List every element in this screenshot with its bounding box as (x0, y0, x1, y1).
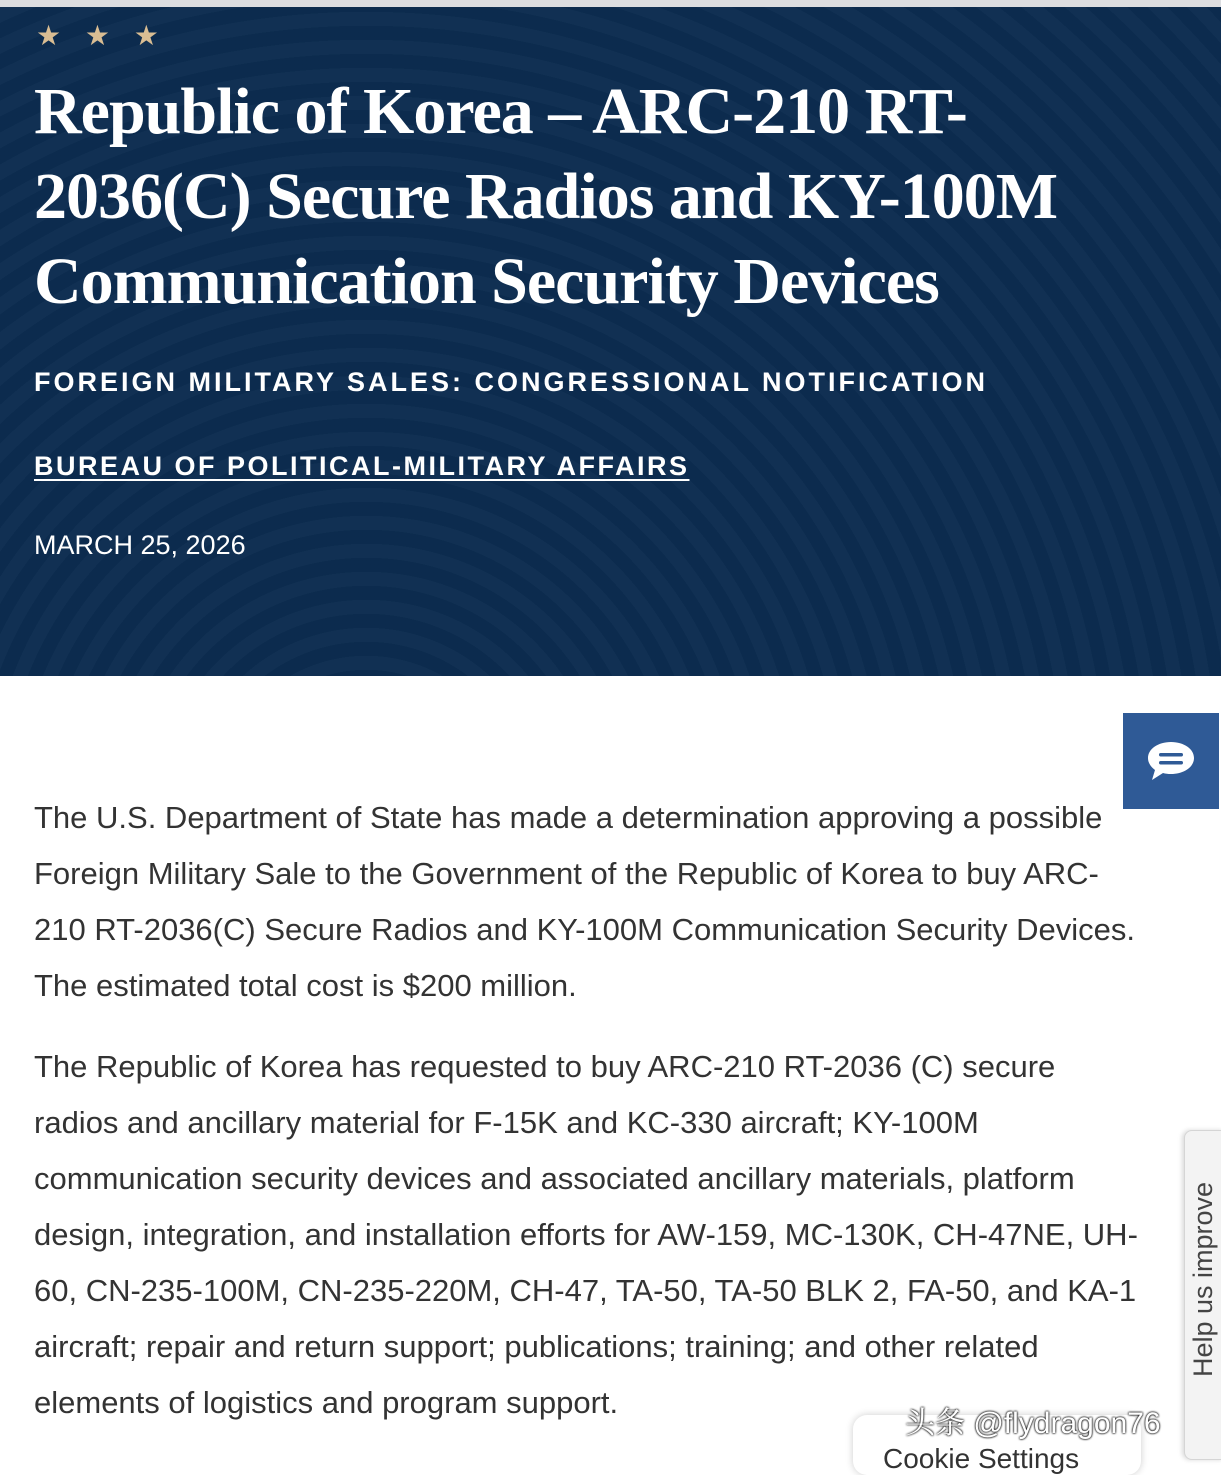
watermark: 头条 @flydragon76 (905, 1407, 1161, 1440)
paragraph: The U.S. Department of State has made a determination approving a possible Foreign Military Sale to the Government of the Republic of Korea to buy ARC-210 RT-2036(C) Secure Radios and KY-100M Communication Security Devices. The estimated total cost is $200 million. (34, 800, 1136, 1003)
paragraph: The Republic of Korea has requested to buy ARC-210 RT-2036 (C) secure radios and ancillary material for F-15K and KC-330 aircraft; KY-100M communication security devices and associated ancillary materials, platform design, integration, and installation efforts for AW-159, MC-130K, CH-47NE, UH-60, CN-235-100M, CN-235-220M, CH-47, TA-50, TA-50 BLK 2, FA-50, and KA-1 aircraft; repair and return support; publications; training; and other related elements of logistics and program support. (34, 1049, 1138, 1420)
feedback-tab[interactable] (1184, 1130, 1221, 1460)
stars-icon: ★ ★ ★ (36, 20, 167, 51)
bureau-link[interactable]: BUREAU OF POLITICAL-MILITARY AFFAIRS (34, 451, 690, 481)
article-body (34, 790, 1144, 1456)
page-header-banner (0, 7, 1221, 676)
article-category: FOREIGN MILITARY SALES: CONGRESSIONAL NOTIFICATION (34, 367, 989, 397)
feedback-label: Help us improve (1188, 1181, 1218, 1377)
chat-bubble-icon (1145, 739, 1197, 783)
browser-top-bar (0, 0, 1221, 7)
publish-date: MARCH 25, 2026 (34, 530, 246, 560)
cookie-settings-button[interactable]: Cookie Settings (853, 1415, 1141, 1475)
page-title: Republic of Korea – ARC-210 RT-2036(C) Secure Radios and KY-100M Communication Security Devices (34, 75, 1058, 318)
